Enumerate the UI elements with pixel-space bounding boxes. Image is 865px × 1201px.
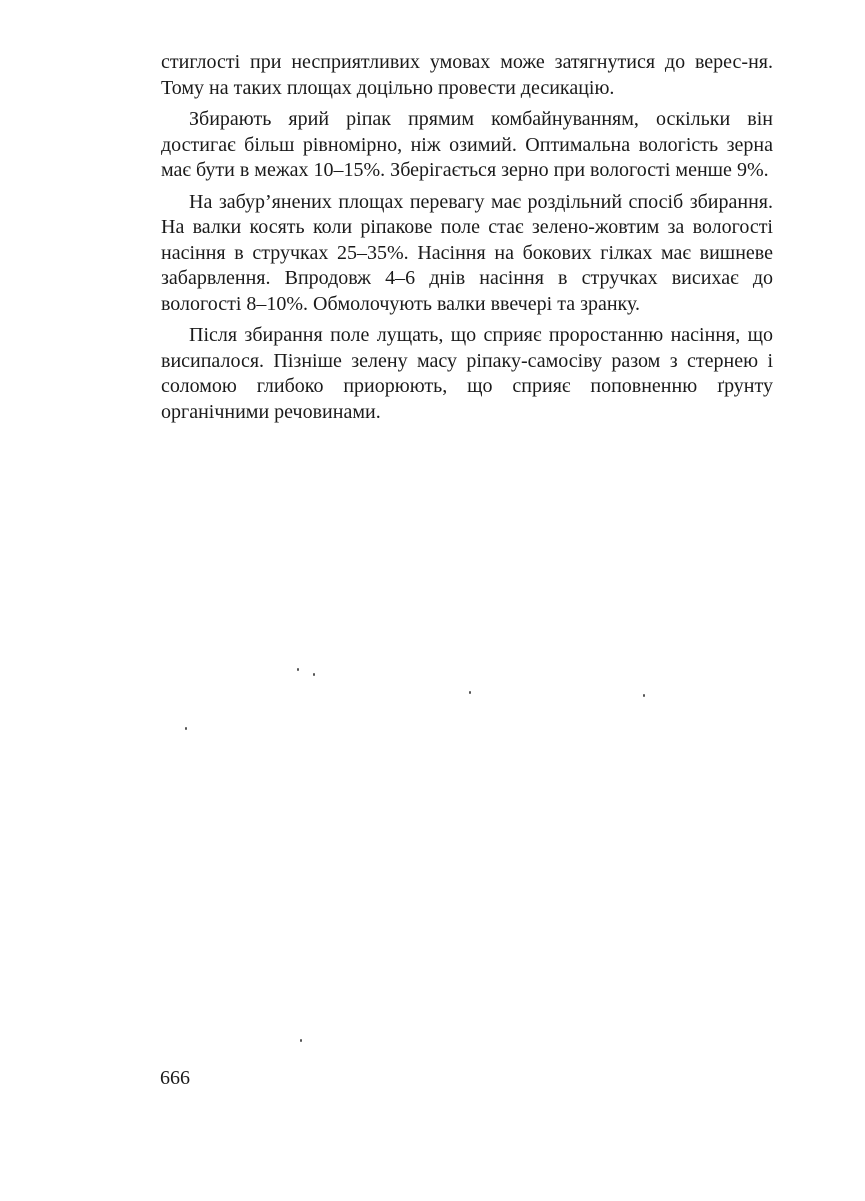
page-number: 666 <box>160 1067 190 1089</box>
paragraph-harvesting-spring-rapeseed: Збирають ярий ріпак прямим комбайнуванням, оскільки він достигає більш рівномірно, ніж озимий. Оптимальна вологість зерна має бути в межах 10–15%. Зберігається зерно при вологості менше 9%. <box>161 108 773 181</box>
scan-speck <box>313 673 315 676</box>
paragraph-separate-harvesting: На забур’янених площах перевагу має роздільний спосіб збирання. На валки косять коли ріпакове поле стає зелено-жовтим за вологості насіння в стручках 25–35%. Насіння на бокових гілках має вишневе забарвлення. Впродовж 4–6 днів насіння в стручках висихає до вологості 8–10%. Обмолочують валки ввечері та зранку. <box>161 190 773 315</box>
body-text <box>161 50 773 431</box>
paragraph-continuation: стиглості при несприятливих умовах може затягнутися до верес-ня. Тому на таких площах доцільно провести десикацію. <box>161 51 773 99</box>
paragraph-after-harvest: Після збирання поле лущать, що сприяє проростанню насіння, що висипалося. Пізніше зелену масу ріпаку-самосіву разом з стернею і соломою глибоко приорюють, що сприяє поповненню ґрунту органічними речовинами. <box>161 324 773 423</box>
scan-speck <box>185 727 187 730</box>
scan-speck <box>643 694 645 697</box>
scan-speck <box>300 1039 302 1042</box>
scan-speck <box>469 691 471 694</box>
scan-speck <box>297 668 299 671</box>
